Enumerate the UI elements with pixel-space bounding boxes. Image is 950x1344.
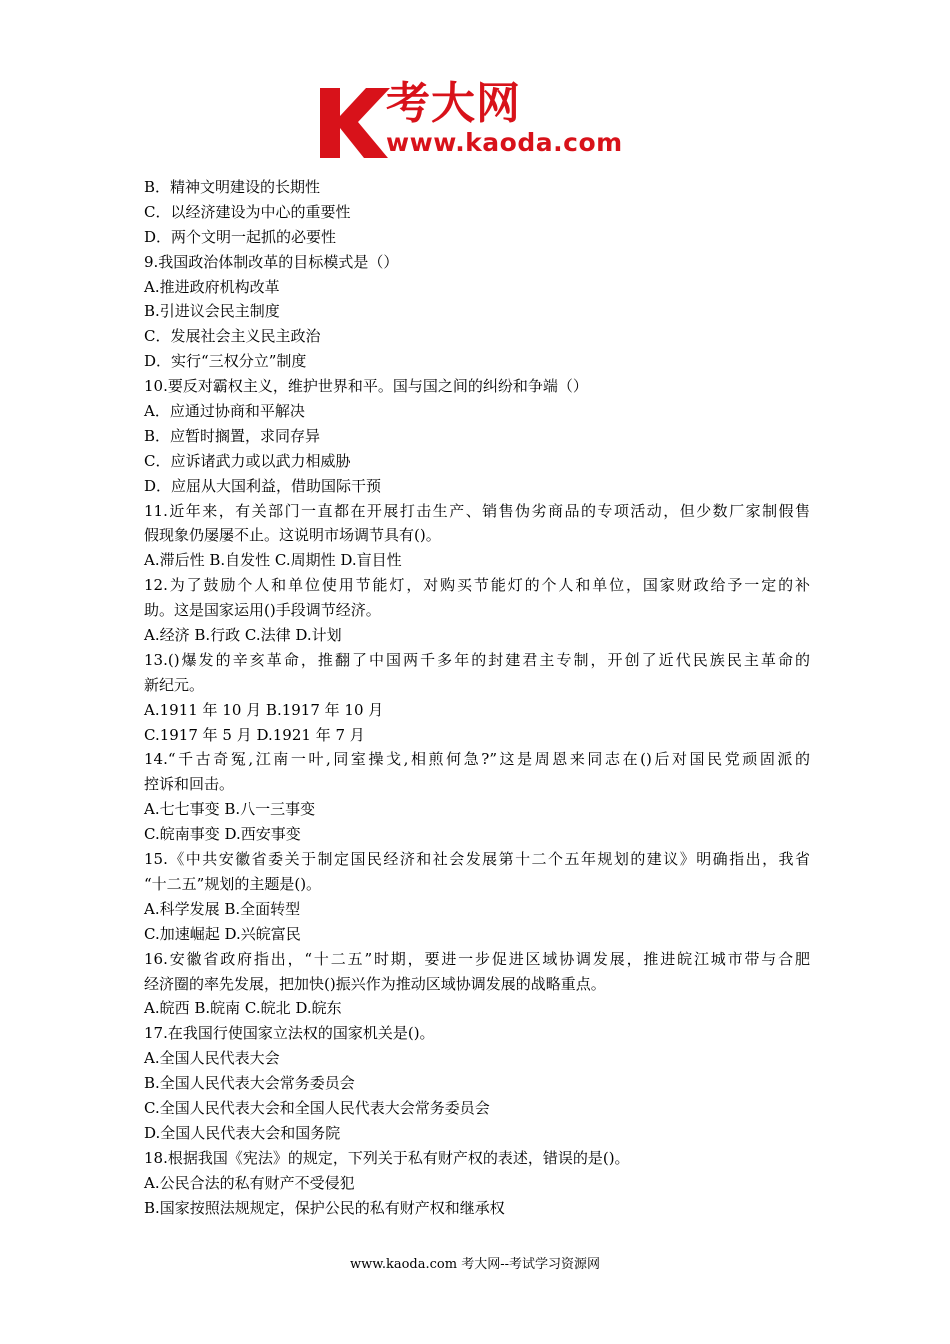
page-footer: www.kaoda.com 考大网--考试学习资源网 (350, 1257, 600, 1272)
option-line: C.皖南事变 D.西安事变 (144, 825, 301, 844)
question-10: 10.要反对霸权主义，维护世界和平。国与国之间的纠纷和争端（） (144, 377, 588, 396)
option-line: A.公民合法的私有财产不受侵犯 (144, 1173, 355, 1192)
option-line: C.1917 年 5 月 D.1921 年 7 月 (144, 725, 365, 744)
option-line: B.引进议会民主制度 (144, 302, 280, 321)
text-line: C．以经济建设为中心的重要性 (144, 202, 351, 221)
question-14-cont: 控诉和回击。 (144, 775, 235, 794)
question-16: 16.安徽省政府指出，“十二五”时期，要进一步促进区域协调发展，推进皖江城市带与合肥 (144, 949, 810, 968)
logo-url: www.kaoda.com (386, 128, 623, 157)
option-line: C．应诉诸武力或以武力相威胁 (144, 451, 351, 470)
question-11-cont: 假现象仍屡屡不止。这说明市场调节具有()。 (144, 526, 441, 545)
kaoda-logo (316, 80, 642, 162)
question-12: 12.为了鼓励个人和单位使用节能灯，对购买节能灯的个人和单位，国家财政给予一定的补 (144, 576, 810, 595)
document-body (144, 175, 810, 1220)
question-9: 9.我国政治体制改革的目标模式是（） (144, 252, 399, 271)
question-15-cont: “十二五”规划的主题是()。 (144, 874, 322, 893)
question-14: 14.“千古奇冤,江南一叶,同室操戈,相煎何急?”这是周恩来同志在()后对国民党顽固派的 (144, 750, 810, 769)
question-18: 18.根据我国《宪法》的规定，下列关于私有财产权的表述，错误的是()。 (144, 1148, 630, 1167)
option-line: C．发展社会主义民主政治 (144, 327, 321, 346)
option-line: A.皖西 B.皖南 C.皖北 D.皖东 (144, 999, 342, 1018)
option-line: C.全国人民代表大会和全国人民代表大会常务委员会 (144, 1098, 490, 1117)
option-line: D.全国人民代表大会和国务院 (144, 1123, 341, 1142)
option-line: D．应屈从大国利益，借助国际干预 (144, 476, 382, 495)
option-line: A.科学发展 B.全面转型 (144, 899, 301, 918)
question-15: 15.《中共安徽省委关于制定国民经济和社会发展第十二个五年规划的建议》明确指出，我省 (144, 850, 810, 869)
question-16-cont: 经济圈的率先发展，把加快()振兴作为推动区域协调发展的战略重点。 (144, 974, 606, 993)
text-line: D．两个文明一起抓的必要性 (144, 227, 337, 246)
question-13-cont: 新纪元。 (144, 675, 205, 694)
option-line: B．应暂时搁置，求同存异 (144, 426, 321, 445)
option-line: A.全国人民代表大会 (144, 1049, 280, 1068)
question-11: 11.近年来，有关部门一直都在开展打击生产、销售伪劣商品的专项活动，但少数厂家制假售 (144, 501, 810, 520)
option-line: A.经济 B.行政 C.法律 D.计划 (144, 626, 342, 645)
option-line: A.滞后性 B.自发性 C.周期性 D.盲目性 (144, 551, 402, 570)
option-line: B.全国人民代表大会常务委员会 (144, 1074, 355, 1093)
logo-title: 考大网 (386, 78, 521, 129)
question-13: 13.()爆发的辛亥革命，推翻了中国两千多年的封建君主专制，开创了近代民族民主革命的 (144, 650, 810, 669)
option-line: C.加速崛起 D.兴皖富民 (144, 924, 301, 943)
option-line: B.国家按照法规规定，保护公民的私有财产权和继承权 (144, 1198, 505, 1217)
option-line: A.推进政府机构改革 (144, 277, 280, 296)
option-line: A.七七事变 B.八一三事变 (144, 800, 316, 819)
question-17: 17.在我国行使国家立法权的国家机关是()。 (144, 1024, 435, 1043)
text-line: B．精神文明建设的长期性 (144, 178, 321, 196)
option-line: D．实行“三权分立”制度 (144, 352, 307, 371)
option-line: A．应通过协商和平解决 (144, 402, 305, 421)
option-line: A.1911 年 10 月 B.1917 年 10 月 (144, 700, 384, 719)
question-12-cont: 助。这是国家运用()手段调节经济。 (144, 601, 381, 620)
